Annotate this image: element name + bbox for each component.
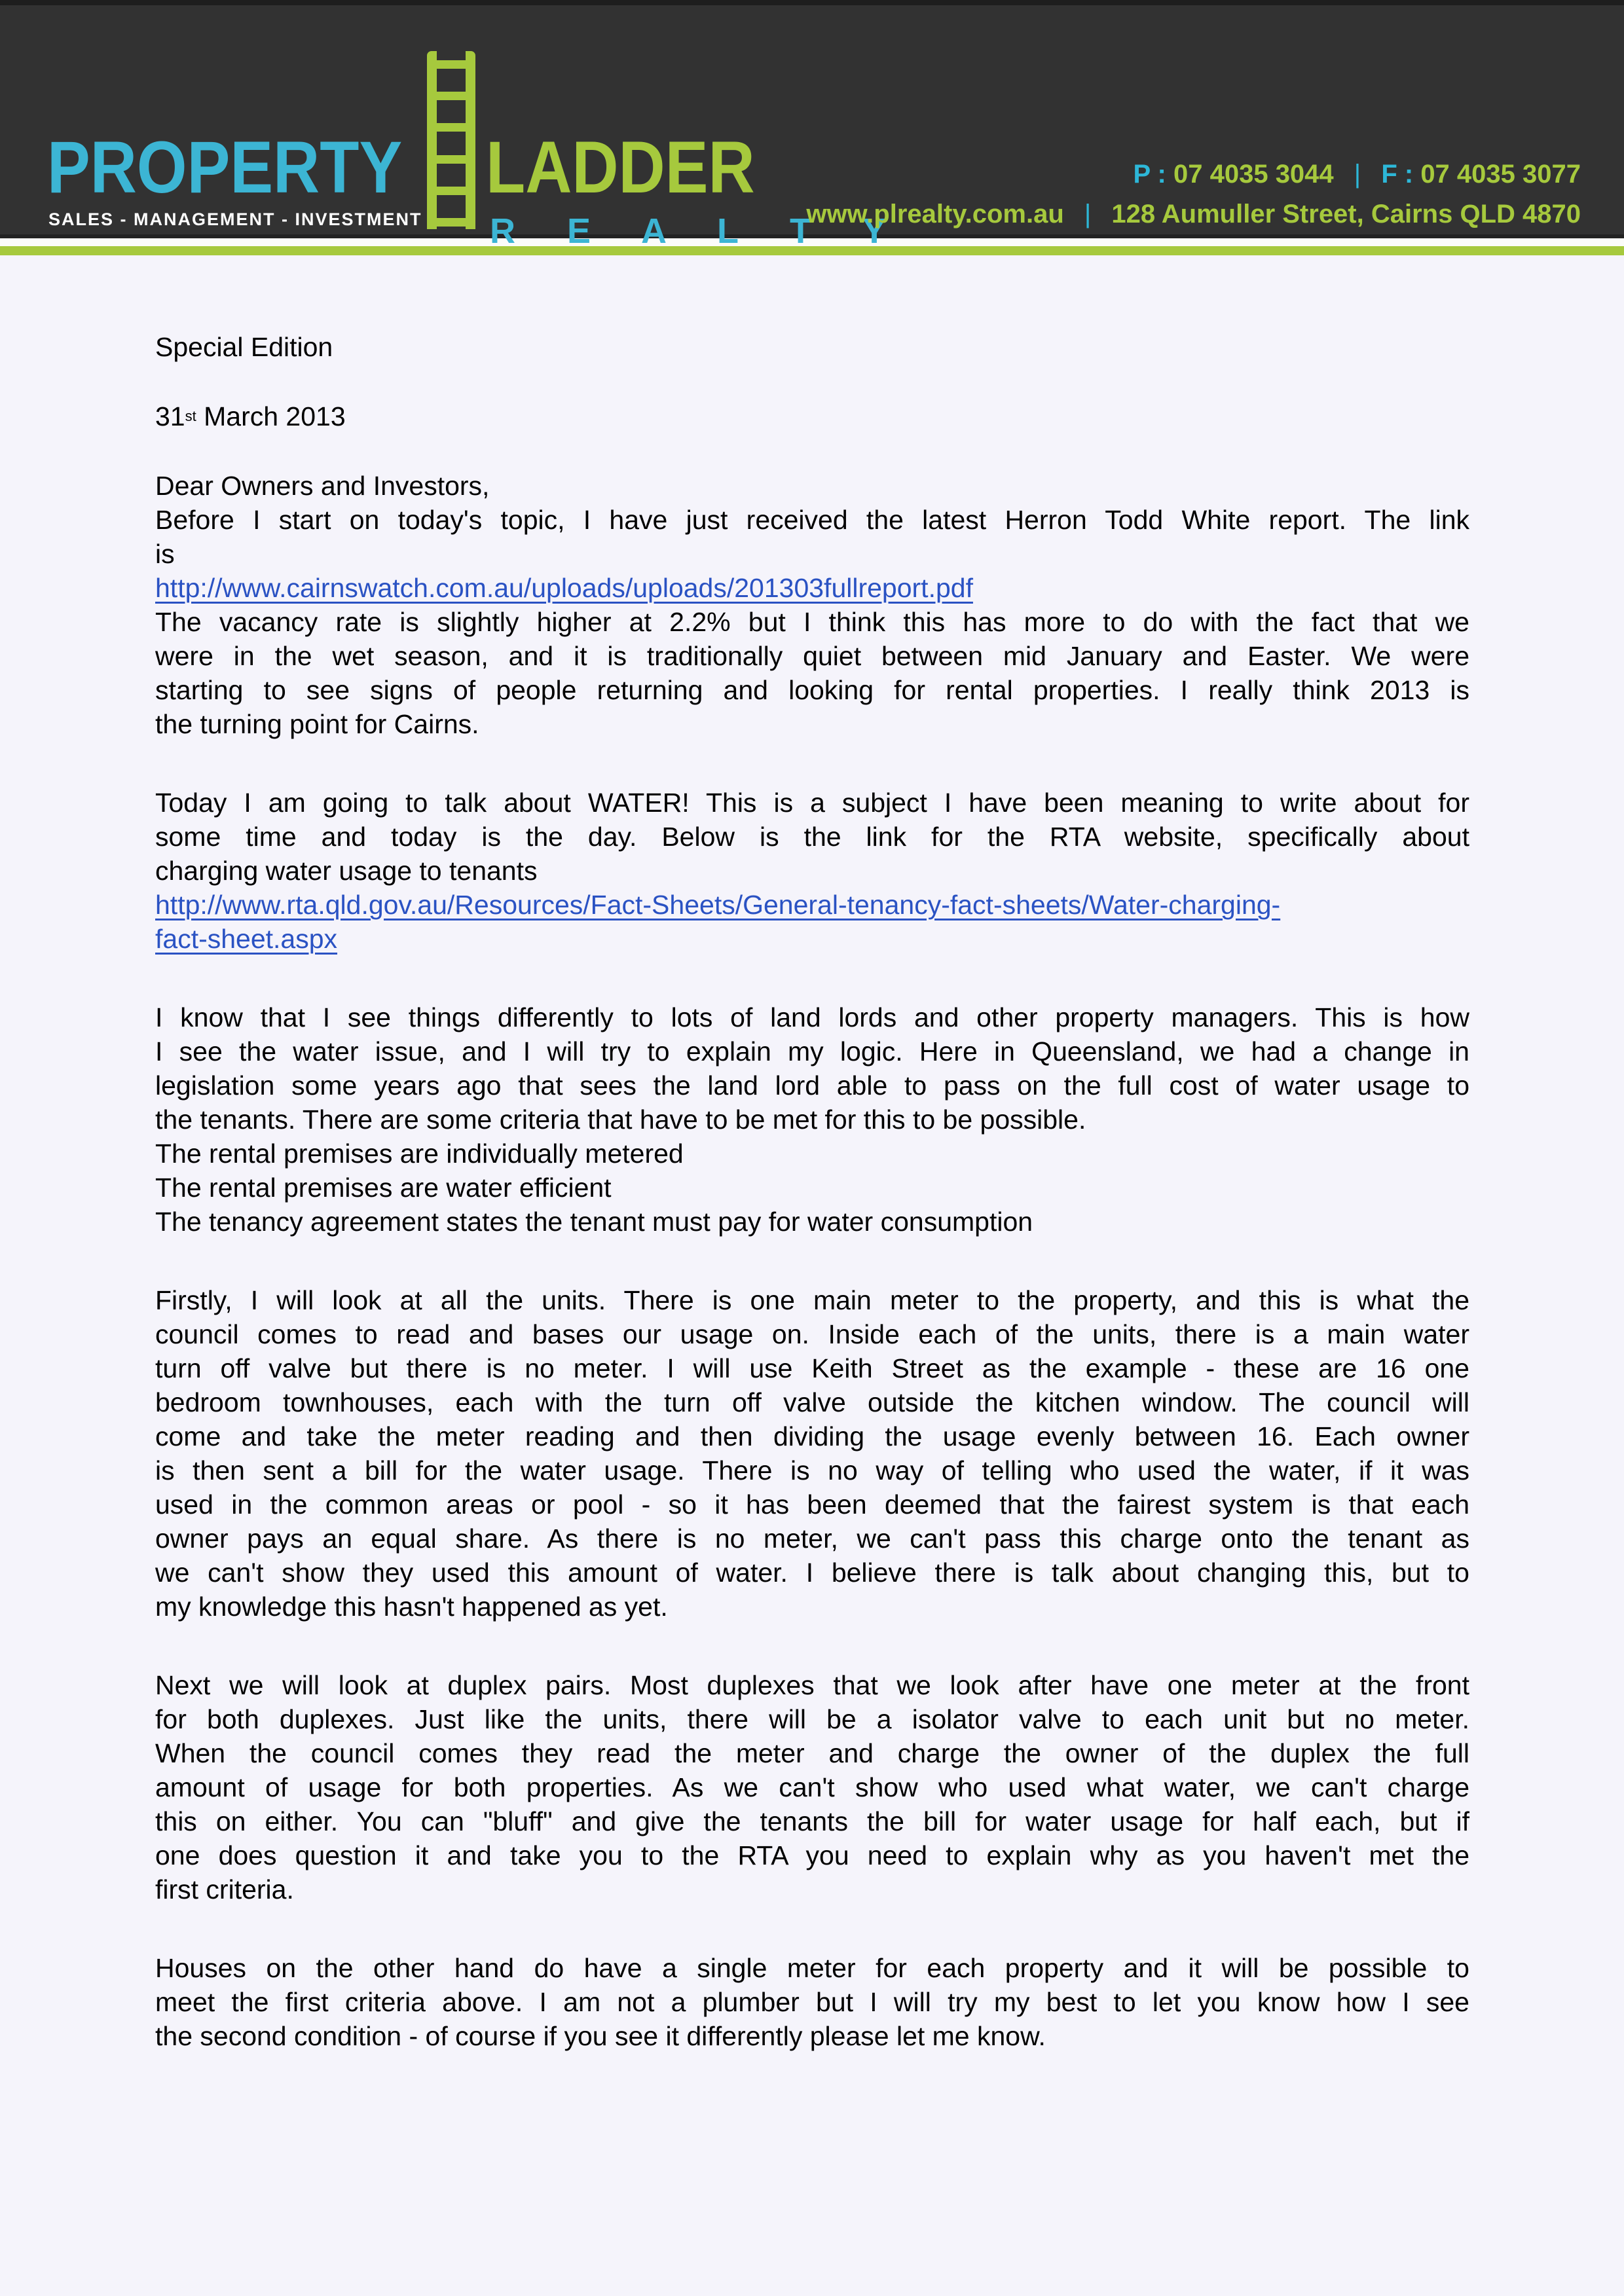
date-day: 31 — [155, 401, 185, 431]
paragraph-criteria — [155, 1000, 1469, 1239]
paragraph-vacancy — [155, 605, 1469, 741]
salutation: Dear Owners and Investors, — [155, 471, 490, 501]
logo-word-property: PROPERTY — [47, 126, 403, 208]
criteria-item: The tenancy agreement states the tenant must pay for water consumption — [155, 1207, 1033, 1237]
letter-line: first criteria. — [155, 1874, 294, 1904]
letter-line: charging water usage to tenants — [155, 856, 538, 886]
phone-label: P : — [1133, 160, 1166, 189]
letter-line: Next we will look at duplex pairs. Most duplexes that we look after have one meter at the front — [155, 1670, 1469, 1700]
letter-line: the turning point for Cairns. — [155, 709, 479, 739]
letter-line: my knowledge this hasn't happened as yet. — [155, 1592, 668, 1622]
letter-line: were in the wet season, and it is traditionally quiet between mid January and Easter. We were — [155, 641, 1469, 671]
letter-line: owner pays an equal share. As there is no meter, we can't pass this charge onto the tenant as — [155, 1523, 1469, 1554]
separator: | — [1084, 200, 1092, 228]
letter-line: Before I start on today's topic, I have just received the latest Herron Todd White report. The link — [155, 505, 1469, 535]
letter-line: When the council comes they read the meter and charge the owner of the duplex the full — [155, 1738, 1469, 1768]
criteria-item: The rental premises are individually metered — [155, 1139, 684, 1169]
criteria-item: The rental premises are water efficient — [155, 1173, 612, 1203]
letter-line: I know that I see things differently to lots of land lords and other property managers. This is how — [155, 1002, 1469, 1032]
letter-line: this on either. You can "bluff" and give the tenants the bill for water usage for half each, but if — [155, 1806, 1469, 1836]
letter-line: we can't show they used this amount of water. I believe there is talk about changing this, but to — [155, 1558, 1469, 1588]
letter-line: come and take the meter reading and then dividing the usage evenly between 16. Each owner — [155, 1421, 1469, 1451]
street-address: 128 Aumuller Street, Cairns QLD 4870 — [1111, 200, 1581, 228]
contact-block — [806, 160, 1581, 229]
logo-word-realty: R E A L T Y — [490, 211, 908, 251]
letter-line: Today I am going to talk about WATER! This is a subject I have been meaning to write about for — [155, 788, 1469, 818]
letter-line: one does question it and take you to the RTA you need to explain why as you haven't met the — [155, 1840, 1469, 1870]
page-top-strip — [0, 0, 1624, 5]
paragraph-duplexes — [155, 1668, 1469, 1906]
paragraph-units — [155, 1283, 1469, 1624]
letter-line: I see the water issue, and I will try to explain my logic. Here in Queensland, we had a change in — [155, 1036, 1469, 1066]
rta-link-block — [155, 888, 1469, 956]
letter-line: council comes to read and bases our usage on. Inside each of the units, there is a main water — [155, 1319, 1469, 1349]
letter-line: is — [155, 539, 175, 569]
letter-line: amount of usage for both properties. As we can't show who used what water, we can't charge — [155, 1772, 1469, 1802]
letter-line: the tenants. There are some criteria that have to be met for this to be possible. — [155, 1104, 1086, 1135]
rta-water-charging-link-line2[interactable]: fact-sheet.aspx — [155, 924, 338, 954]
letter-line: bedroom townhouses, each with the turn off valve outside the kitchen window. The council will — [155, 1387, 1469, 1417]
phone-number: 07 4035 3044 — [1173, 160, 1334, 189]
letter-body — [155, 330, 1469, 2053]
letter-line: meet the first criteria above. I am not a plumber but I will try my best to let you know how I see — [155, 1987, 1469, 2017]
logo-word-ladder: LADDER — [486, 126, 755, 208]
cairnswatch-report-link[interactable]: http://www.cairnswatch.com.au/uploads/uploads/201303fullreport.pdf — [155, 573, 973, 603]
letter-line: Houses on the other hand do have a single meter for each property and it will be possible to — [155, 1953, 1469, 1983]
separator: | — [1354, 160, 1361, 189]
logo-tagline: SALES - MANAGEMENT - INVESTMENT — [48, 210, 422, 229]
edition-title: Special Edition — [155, 332, 333, 362]
letter-line: starting to see signs of people returning and looking for rental properties. I really think 2013 is — [155, 675, 1469, 705]
letter-date — [155, 399, 1469, 433]
contact-web-address — [806, 200, 1581, 229]
paragraph-water-topic — [155, 786, 1469, 888]
letter-line: turn off valve but there is no meter. I will use Keith Street as the example - these are 16 one — [155, 1353, 1469, 1383]
letter-line: The vacancy rate is slightly higher at 2.2% but I think this has more to do with the fact that we — [155, 607, 1469, 637]
date-ordinal: st — [185, 408, 196, 424]
letter-line: the second condition - of course if you see it differently please let me know. — [155, 2021, 1046, 2051]
letter-line: for both duplexes. Just like the units, there will be a isolator valve to each unit but no meter. — [155, 1704, 1469, 1734]
date-month-year: March 2013 — [196, 401, 346, 431]
letter-line: Firstly, I will look at all the units. There is one main meter to the property, and this is what the — [155, 1285, 1469, 1315]
ladder-icon — [427, 51, 475, 229]
fax-number: 07 4035 3077 — [1420, 160, 1581, 189]
contact-phone-fax — [806, 160, 1581, 189]
property-ladder-logo — [47, 51, 908, 251]
paragraph-intro — [155, 469, 1469, 571]
rta-water-charging-link-line1[interactable]: http://www.rta.qld.gov.au/Resources/Fact-Sheets/General-tenancy-fact-sheets/Water-charging- — [155, 890, 1281, 920]
fax-label: F : — [1381, 160, 1414, 189]
letter-line: is then sent a bill for the water usage. There is no way of telling who used the water, if it was — [155, 1455, 1469, 1485]
letterhead — [0, 5, 1624, 251]
letter-line: used in the common areas or pool - so it has been deemed that the fairest system is that each — [155, 1489, 1469, 1520]
letter-line: legislation some years ago that sees the land lord able to pass on the full cost of water usage to — [155, 1070, 1469, 1101]
website-text: www.plrealty.com.au — [806, 200, 1064, 228]
letter-line: some time and today is the day. Below is the link for the RTA website, specifically about — [155, 822, 1469, 852]
paragraph-houses — [155, 1951, 1469, 2053]
